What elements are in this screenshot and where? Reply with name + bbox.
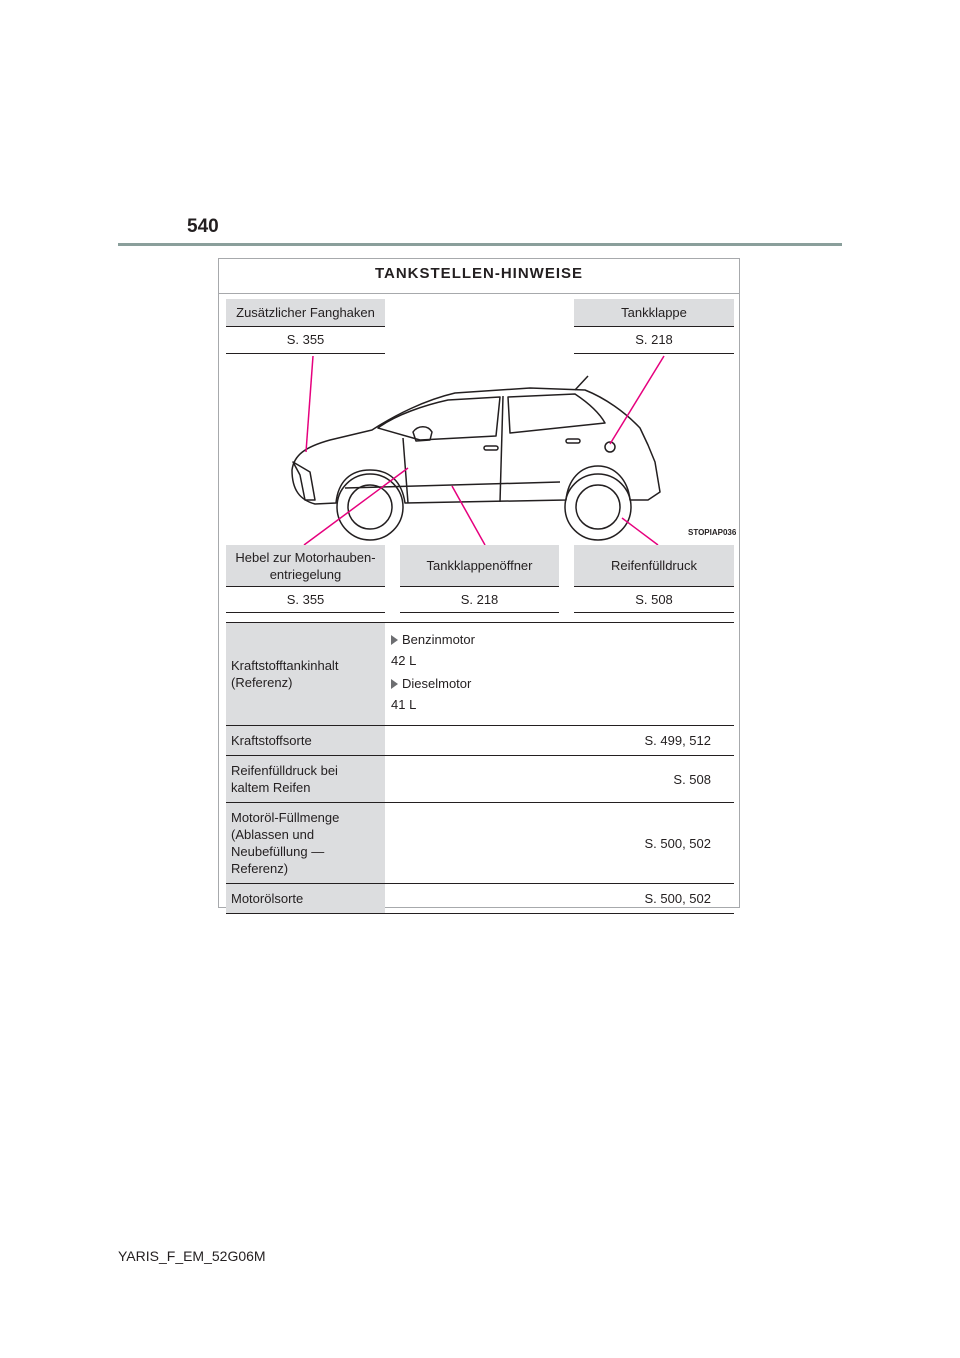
callout-ref-fuel-door: S. 218 (574, 328, 734, 354)
oil-type-ref: S. 500, 502 (385, 884, 734, 914)
callout-line-fuel-opener (452, 486, 485, 545)
fuel-info-table (226, 622, 734, 914)
panel-title: TANKSTELLEN-HINWEISE (219, 259, 739, 294)
table-row (226, 756, 734, 803)
oil-type-label: Motorölsorte (226, 884, 385, 914)
page-number: 540 (187, 216, 219, 237)
diesel-label: Dieselmotor (402, 676, 472, 691)
fuel-type-ref: S. 499, 512 (385, 726, 734, 756)
callout-ref-tire-pressure: S. 508 (574, 588, 734, 613)
table-row (226, 884, 734, 914)
diesel-value: 41 L (391, 697, 417, 712)
cold-tire-pressure-ref: S. 508 (385, 756, 734, 803)
table-row (226, 726, 734, 756)
callout-label-fuel-door: Tankklappe (574, 299, 734, 327)
petrol-item (391, 631, 728, 648)
car-illustration (226, 355, 738, 545)
car-windows (378, 394, 605, 440)
capacity-label: Kraftstofftankinhalt (Referenz) (226, 623, 385, 726)
petrol-label: Benzinmotor (402, 632, 475, 647)
callout-ref-fuel-opener: S. 218 (400, 588, 559, 613)
fuel-type-label: Kraftstoffsorte (226, 726, 385, 756)
document-code: YARIS_F_EM_52G06M (118, 1248, 266, 1264)
callout-label-fuel-opener: Tankklappenöffner (400, 545, 559, 587)
arrow-right-icon (391, 679, 398, 689)
diesel-item (391, 675, 728, 692)
oil-capacity-label: Motoröl-Füllmenge (Ablassen und Neubefüllung — Referenz) (226, 803, 385, 884)
callout-ref-hood-release: S. 355 (226, 588, 385, 613)
arrow-right-icon (391, 635, 398, 645)
petrol-value: 42 L (391, 653, 417, 668)
callout-label-hood-release: Hebel zur Motorhauben- entriegelung (226, 545, 385, 587)
header-rule (118, 243, 842, 246)
car-front-grille (293, 462, 315, 500)
callout-line-fuel-door (610, 356, 664, 444)
capacity-values (385, 623, 734, 726)
callout-label-tire-pressure: Reifenfülldruck (574, 545, 734, 587)
callout-ref-catch-hook: S. 355 (226, 328, 385, 354)
drawing-code: STOPIAP036 (688, 528, 737, 537)
callout-line-tire-pressure (622, 518, 658, 545)
oil-capacity-ref: S. 500, 502 (385, 803, 734, 884)
car-roof-antenna (575, 376, 588, 390)
cold-tire-pressure-label: Reifenfülldruck bei kaltem Reifen (226, 756, 385, 803)
callout-line-catch-hook (306, 356, 313, 452)
table-row (226, 623, 734, 726)
callout-label-catch-hook: Zusätzlicher Fanghaken (226, 299, 385, 327)
table-row (226, 803, 734, 884)
